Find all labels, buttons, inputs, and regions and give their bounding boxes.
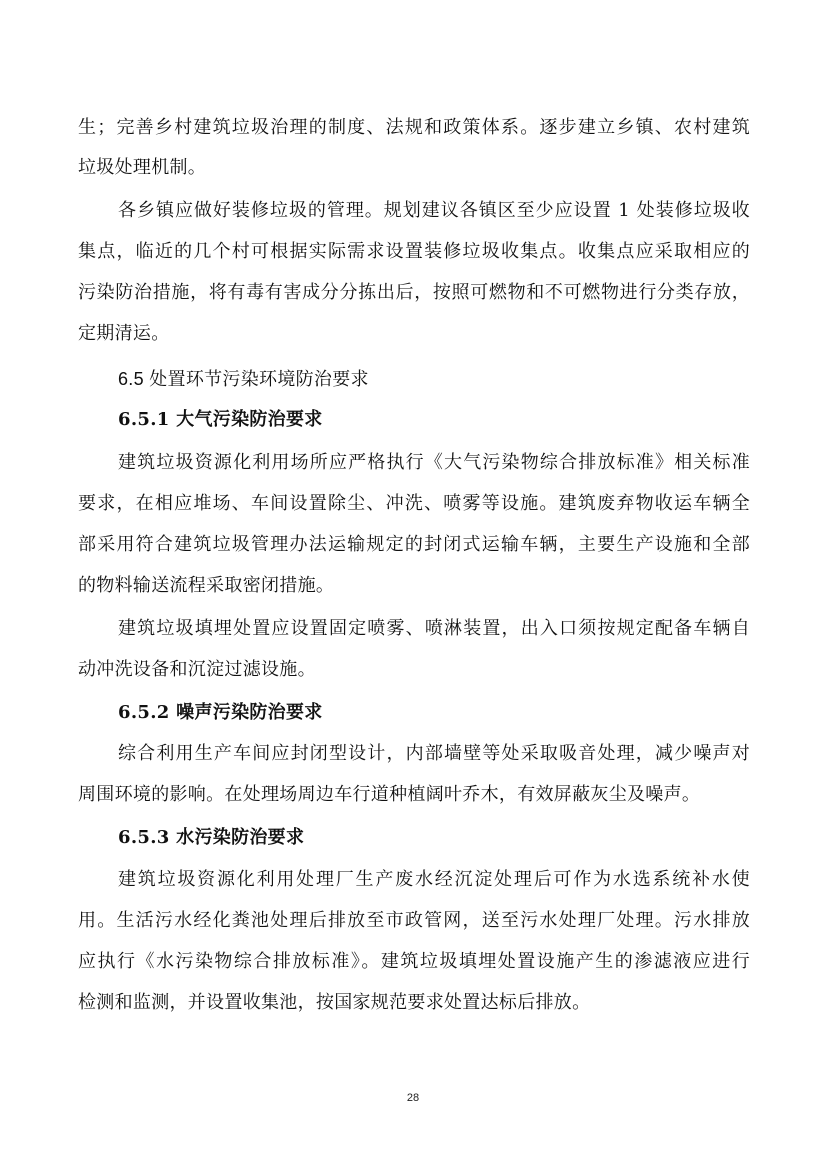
paragraph-line: 周围环境的影响。在处理场周边车行道种植阔叶乔木，有效屏蔽灰尘及噪声。 — [78, 784, 701, 805]
paragraph-line: 用。生活污水经化粪池处理后排放至市政管网，送至污水处理厂处理。污水排放 — [78, 910, 750, 931]
section-heading-6-5-1: 6.5.1 大气污染防治要求 — [118, 409, 323, 430]
section-heading-6-5-3: 6.5.3 水污染防治要求 — [118, 827, 305, 848]
paragraph-line: 建筑垃圾资源化利用处理厂生产废水经沉淀处理后可作为水选系统补水使 — [118, 869, 750, 890]
paragraph-line: 应执行《水污染物综合排放标准》。建筑垃圾填埋处置设施产生的渗滤液应进行 — [78, 951, 750, 972]
paragraph-line: 定期清运。 — [78, 323, 170, 344]
paragraph-line: 的物料输送流程采取密闭措施。 — [78, 575, 335, 596]
paragraph-line: 动冲洗设备和沉淀过滤设施。 — [78, 659, 316, 680]
paragraph-line: 建筑垃圾填埋处置应设置固定喷雾、喷淋装置，出入口须按规定配备车辆自 — [118, 618, 750, 639]
paragraph-line: 各乡镇应做好装修垃圾的管理。规划建议各镇区至少应设置 1 处装修垃圾收 — [118, 200, 750, 221]
paragraph-line: 垃圾处理机制。 — [78, 157, 207, 178]
paragraph-line: 集点，临近的几个村可根据实际需求设置装修垃圾收集点。收集点应采取相应的 — [78, 241, 750, 262]
section-heading-6-5-2: 6.5.2 噪声污染防治要求 — [118, 702, 323, 723]
paragraph-line: 要求，在相应堆场、车间设置除尘、冲洗、喷雾等设施。建筑废弃物收运车辆全 — [78, 493, 750, 514]
paragraph-line: 部采用符合建筑垃圾管理办法运输规定的封闭式运输车辆，主要生产设施和全部 — [78, 534, 750, 555]
paragraph-line: 污染防治措施，将有毒有害成分分拣出后，按照可燃物和不可燃物进行分类存放， — [78, 282, 750, 303]
page-number: 28 — [406, 1092, 420, 1104]
paragraph-line: 建筑垃圾资源化利用场所应严格执行《大气污染物综合排放标准》相关标准 — [118, 452, 750, 473]
paragraph-line: 生；完善乡村建筑垃圾治理的制度、法规和政策体系。逐步建立乡镇、农村建筑 — [78, 117, 750, 138]
paragraph-line: 检测和监测，并设置收集池，按国家规范要求处置达标后排放。 — [78, 992, 591, 1013]
paragraph-line: 综合利用生产车间应封闭型设计，内部墙壁等处采取吸音处理，减少噪声对 — [118, 743, 750, 764]
section-heading-6-5: 6.5 处置环节污染环境防治要求 — [118, 369, 369, 389]
